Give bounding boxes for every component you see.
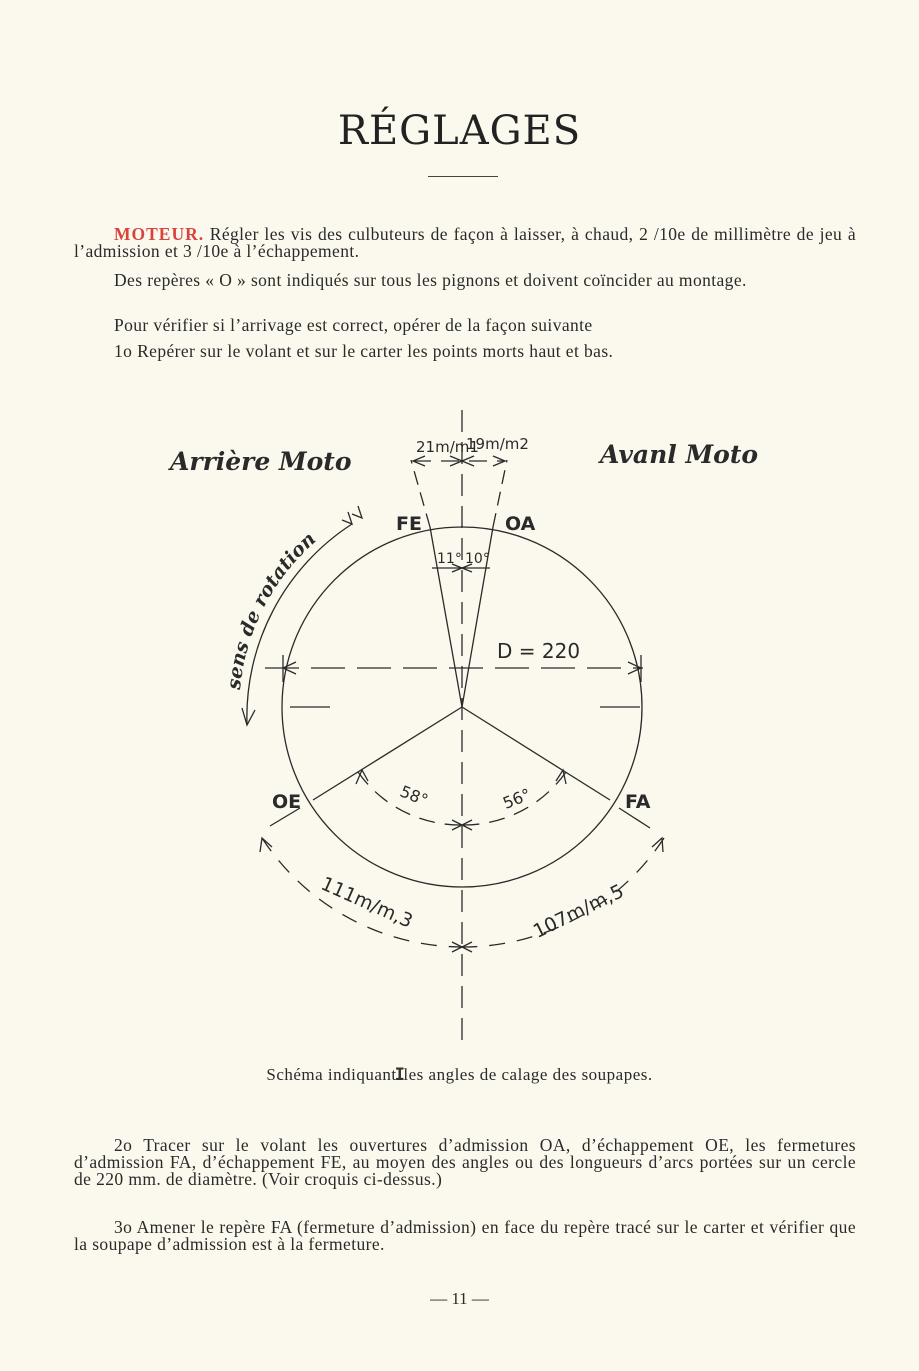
oa-angle-value: 10° (465, 551, 490, 567)
arc-arrow-icon (652, 838, 663, 852)
diameter-label: D = 220 (497, 639, 581, 663)
caption-before: Schéma indiquant (266, 1065, 397, 1084)
label-fe: FE (396, 513, 422, 535)
verifier-text: Pour vérifier si l’arrivage est correct, opérer de la façon suivante (114, 315, 593, 335)
fa-arc-length: 107m/m,5 (529, 880, 628, 943)
diagram-caption (0, 1065, 919, 1085)
fa-angle-value: 56° (500, 784, 534, 813)
label-oe: OE (272, 791, 302, 813)
step1-text: 1o Repérer sur le volant et sur le carter les points morts haut et bas. (114, 341, 614, 361)
label-rear: Arrière Moto (170, 447, 352, 476)
page-title: RÉGLAGES (337, 108, 582, 154)
paragraph-step-3 (74, 1219, 856, 1253)
label-oa: OA (505, 513, 536, 535)
fa-radial-line (462, 707, 610, 800)
section-label-moteur: MOTEUR. (114, 224, 205, 244)
oe-angle-value: 58° (397, 781, 431, 810)
rotation-label-text: sens de rotation (223, 527, 321, 691)
moteur-text: Régler les vis des culbuteurs de façon à laisser, à chaud, 2 /10e de millimètre de jeu à l’admission et 3 /10e à l’échappement. (74, 224, 856, 261)
rotation-tail-icon (342, 512, 352, 524)
reperes-text: Des repères « O » sont indiqués sur tous les pignons et doivent coïncider au montage. (114, 270, 747, 290)
rotation-tail-icon (352, 506, 362, 518)
oa-arc-length: 19m/m2 (466, 435, 529, 453)
oe-arc-length: 111m/m,3 (317, 872, 416, 933)
rotation-direction-label (223, 528, 320, 692)
label-fa: FA (625, 791, 651, 813)
oe-radial-line (313, 707, 462, 800)
page-number: — 11 — (430, 1289, 489, 1308)
paragraph-step-2 (74, 1137, 856, 1188)
step3-text: 3o Amener le repère FA (fermeture d’admission) en face du repère tracé sur le carter et vérifier que la soupape d’admission est à la fermeture. (74, 1217, 856, 1254)
text-cursor-icon: I (394, 1065, 406, 1085)
step2-text: 2o Tracer sur le volant les ouvertures d’admission OA, d’échappement OE, les fermetures d’admission FA, d’échappement FE, au moyen des angles ou des longueurs d’arcs portées sur un cercle de 220 mm. de diamètre. (Voir croquis ci-dessus.) (74, 1135, 856, 1189)
fe-arc-length: 21m/m1 (416, 438, 479, 456)
label-front: Avanl Moto (600, 440, 759, 469)
rotation-arrow-icon (242, 708, 255, 725)
caption-after: les angles de calage des soupapes. (403, 1065, 653, 1084)
fe-angle-value: 11° (437, 551, 462, 567)
